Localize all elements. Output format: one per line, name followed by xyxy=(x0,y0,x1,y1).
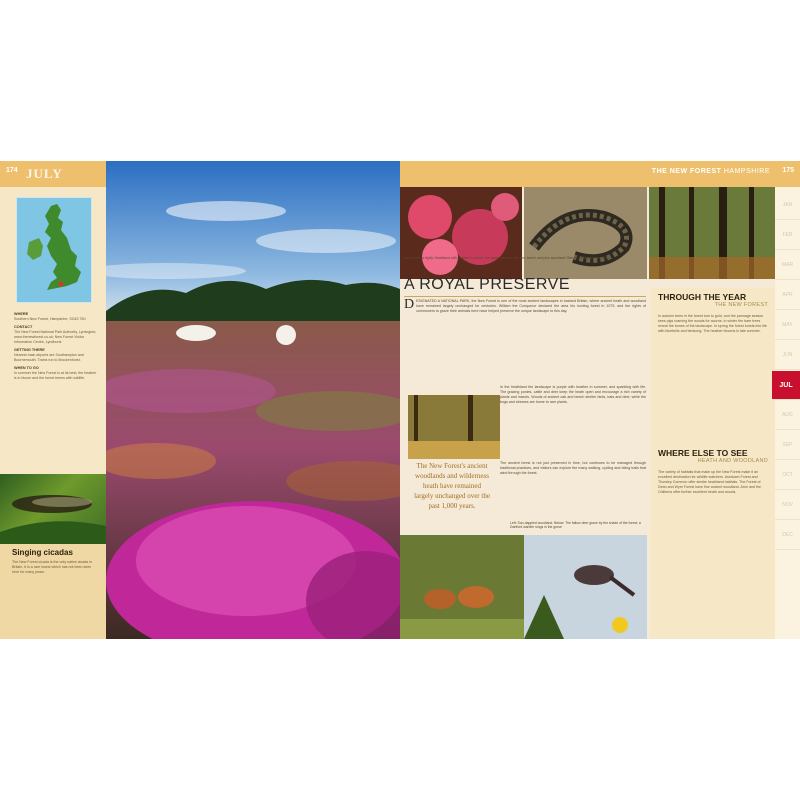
where-else-heading: WHERE ELSE TO SEE xyxy=(658,448,748,458)
bottom-photos-caption: Left: Sun-dappled woodland. Below: The fallow deer graze by the shade of the forest; a Dartford warbler sings in the gorse xyxy=(510,521,641,530)
running-title-main: THE NEW FOREST xyxy=(651,168,722,175)
cicada-caption-box xyxy=(0,544,106,639)
where-else-text: The variety of habitats that make up the New Forest make it an excellent destination for wildlife watchers. Ashdown Forest and Thursley Common offer similar heathland habitats. The Forest of Dean and Wyre Forest have fine ancient woodland. Arne and the Chilterns offer further excellent heath and woods. xyxy=(658,470,762,494)
cicada-photo xyxy=(0,474,106,544)
uk-locator-map xyxy=(16,197,92,303)
sidebar-heading-getting-there: GETTING THERE xyxy=(14,348,45,352)
article-para-3: The ancient forest is not just preserved in time, but continues to be managed through traditional practices, and visitors can explore the many walking, cycling and riding trails that wind through the forest. xyxy=(500,461,646,475)
running-title-sub: HAMPSHIRE xyxy=(723,168,770,175)
month-tab-dec[interactable]: DEC xyxy=(775,521,800,550)
info-column xyxy=(650,288,775,639)
pull-quote: The New Forest's ancient woodlands and wilderness heath have remained largely unchanged over the past 1,000 years. xyxy=(414,462,490,510)
sidebar-text-contact: The New Forest National Park Authority, Lymington; www.thenewforest.co.uk; New Forest Visitor Information Centre, Lyndhurst xyxy=(14,330,97,344)
month-tab-may[interactable]: MAY xyxy=(775,311,800,340)
cicada-text: The New Forest cicada is the only native cicada in Britain. It is a rare insect which has not been seen here for many years. xyxy=(12,560,92,574)
article-para-1: ESIGNATED A NATIONAL PARK, the New Forest is one of the most ancient landscapes in lowland Britain, where ancient heath and woodland have remained largely unchanged for centuries. William the Conqueror declared the area his hunting forest in 1079, and the rights of commoners to graze their animals here have helped preserve the unique landscape to this day. xyxy=(416,299,646,313)
sidebar-heading-when: WHEN TO GO xyxy=(14,366,39,370)
article-para-2: In the heathland the landscape is purple with heather in summer, and sparkling with life. The grazing ponies, cattle and deer keep the heath open and encourage a rich variety of plants and insects. Woods of ancient oak and beech shelter birds, bats and deer, while the bogs and streams are home to rare plants. xyxy=(500,385,646,404)
heathland-main-photo xyxy=(106,161,400,639)
month-tab-aug[interactable]: AUG xyxy=(775,401,800,430)
sunlit-woodland-photo xyxy=(406,393,502,461)
right-page-header xyxy=(400,161,800,187)
month-tab-oct[interactable]: OCT xyxy=(775,461,800,490)
through-year-text: In autumn trees in the forest turn to gold, and the pannage season sees pigs roaming the woods for acorns. In winter the bare trees reveal the bones of the landscape. In spring the forest bursts into life with bluebells and birdsong. The heather blooms in late summer. xyxy=(658,314,767,333)
month-tab-nov[interactable]: NOV xyxy=(775,491,800,520)
top-photos-caption: Above (left to right): Heathland with heather in bloom; the adder basks in the sun; beech and pine woodland. Below: Heath and woodland xyxy=(404,256,610,260)
month-tab-jun[interactable]: JUN xyxy=(775,341,800,370)
month-tabs xyxy=(775,187,800,639)
sidebar-info xyxy=(14,309,98,381)
book-spread xyxy=(0,161,800,639)
adder-snake-photo xyxy=(524,187,647,279)
sidebar-text-when: In summer the New Forest is at its best; the heather is in bloom and the forest teems with wildlife. xyxy=(14,371,97,380)
month-tab-apr[interactable]: APR xyxy=(775,281,800,310)
woodland-photo xyxy=(649,187,775,279)
month-tab-jan[interactable]: JAN xyxy=(775,191,800,220)
right-page-number: 175 xyxy=(782,167,794,174)
where-else-subheading: HEATH AND WOODLAND xyxy=(697,458,768,464)
month-tab-jul[interactable]: JUL xyxy=(772,371,800,400)
article-intro xyxy=(404,299,646,314)
sidebar-text-getting-there: Nearest main airports are Southampton and Bournemouth. Trains run to Brockenhurst. xyxy=(14,353,84,362)
dartford-warbler-photo xyxy=(524,535,647,639)
month-tab-sep[interactable]: SEP xyxy=(775,431,800,460)
fallow-deer-photo xyxy=(400,535,524,639)
sidebar-text-where: Southern New Forest, Hampshire, SO43 7BJ xyxy=(14,317,86,321)
month-tab-mar[interactable]: MAR xyxy=(775,251,800,280)
month-tab-feb[interactable]: FEB xyxy=(775,221,800,250)
article-title: A ROYAL PRESERVE xyxy=(404,276,646,297)
sidebar-heading-contact: CONTACT xyxy=(14,325,33,329)
drop-cap: D xyxy=(404,297,415,312)
sidebar-heading-where: WHERE xyxy=(14,312,29,316)
through-year-heading: THROUGH THE YEAR xyxy=(658,292,747,302)
through-year-subheading: THE NEW FOREST xyxy=(714,302,768,308)
month-title: JULY xyxy=(26,166,63,181)
heather-closeup-photo xyxy=(400,187,522,279)
cicada-title: Singing cicadas xyxy=(12,548,73,557)
left-page-number: 174 xyxy=(6,167,18,174)
left-page-header xyxy=(0,161,106,187)
running-title xyxy=(652,168,770,175)
